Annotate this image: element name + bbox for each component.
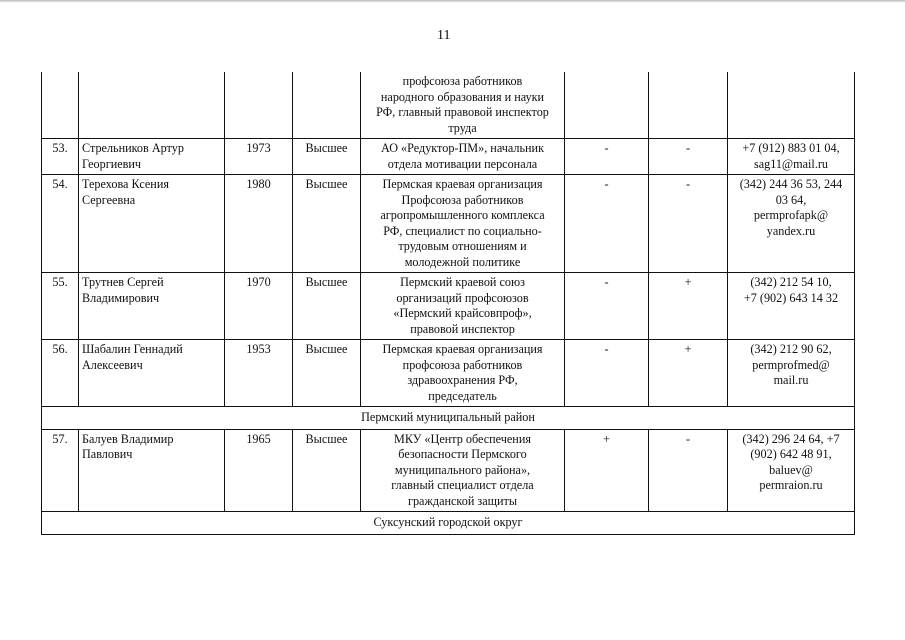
text-line: permprofapk@ [753, 208, 829, 222]
text-line: Павлович [82, 447, 133, 461]
mark-b: - [649, 175, 728, 273]
contact-info [728, 340, 855, 407]
text-line: РФ, главный правовой инспектор [376, 105, 549, 119]
text-line: РФ, специалист по социально- [383, 223, 542, 238]
text-line: «Пермский крайсовпроф», [393, 306, 532, 320]
contact-info [728, 139, 855, 175]
text-line: трудовым отношениям и [398, 239, 527, 253]
cell-year [225, 72, 293, 139]
text-line: АО «Редуктор-ПМ», начальник [381, 141, 544, 155]
text-line: (342) 244 36 53, 244 [739, 177, 843, 191]
text-line: permraion.ru [759, 478, 823, 492]
text-line: профсоюза работников [402, 74, 523, 88]
table-row [42, 139, 855, 175]
text-line: (342) 212 90 62, [750, 342, 832, 356]
mark-a: - [565, 340, 649, 407]
organization-position [361, 340, 565, 407]
table-row [42, 273, 855, 340]
cell-edu [293, 72, 361, 139]
education: Высшее [293, 273, 361, 340]
text-line: гражданской защиты [407, 493, 518, 508]
cell-name [79, 72, 225, 139]
birth-year: 1970 [225, 273, 293, 340]
row-number: 53. [42, 139, 79, 175]
text-line: sag11@mail.ru [753, 156, 829, 171]
section-row [42, 407, 855, 430]
personnel-table [41, 72, 855, 535]
mark-b: - [649, 429, 728, 512]
text-line: профсоюза работников [402, 357, 523, 372]
page-number: 11 [437, 28, 451, 43]
person-name [79, 175, 225, 273]
text-line: отдела мотивации персонала [387, 156, 538, 171]
text-line: baluev@ [769, 462, 813, 477]
education: Высшее [293, 139, 361, 175]
cell-a [565, 72, 649, 139]
text-line: 03 64, [775, 192, 807, 207]
table-row [42, 175, 855, 273]
birth-year: 1980 [225, 175, 293, 273]
education: Высшее [293, 429, 361, 512]
organization-position [361, 273, 565, 340]
birth-year: 1953 [225, 340, 293, 407]
continuation-row [42, 72, 855, 139]
text-line: правовой инспектор [410, 321, 515, 336]
text-line: безопасности Пермского [398, 447, 527, 461]
text-line: муниципального района», [394, 462, 531, 477]
mark-b: - [649, 139, 728, 175]
section-title: Суксунский городской округ [42, 512, 855, 535]
text-line: permprofmed@ [752, 357, 830, 372]
text-line: Трутнев Сергей [82, 275, 164, 289]
mark-a: - [565, 273, 649, 340]
text-line: Владимирович [82, 290, 160, 305]
mark-a: - [565, 175, 649, 273]
row-number: 56. [42, 340, 79, 407]
text-line: председатель [428, 388, 497, 403]
person-name [79, 273, 225, 340]
mark-b: + [649, 273, 728, 340]
text-line: +7 (912) 883 01 04, [742, 141, 840, 155]
text-line: Алексеевич [82, 357, 143, 372]
text-line: Профсоюза работников [401, 192, 524, 207]
contact-info [728, 429, 855, 512]
person-name [79, 340, 225, 407]
person-name [79, 139, 225, 175]
text-line: +7 (902) 643 14 32 [743, 290, 839, 305]
contact-info [728, 175, 855, 273]
organization-position [361, 429, 565, 512]
education: Высшее [293, 340, 361, 407]
text-line: Георгиевич [82, 156, 142, 171]
education: Высшее [293, 175, 361, 273]
text-line: (342) 212 54 10, [750, 275, 832, 289]
text-line: yandex.ru [766, 223, 816, 238]
contact-info [728, 273, 855, 340]
mark-a: - [565, 139, 649, 175]
mark-a: + [565, 429, 649, 512]
text-line: молодежной политике [404, 254, 521, 269]
text-line: Сергеевна [82, 192, 136, 207]
row-number: 55. [42, 273, 79, 340]
organization-position [361, 139, 565, 175]
person-name [79, 429, 225, 512]
text-line: агропромышленного комплекса [380, 208, 545, 222]
text-line: Пермский краевой союз [400, 275, 525, 289]
cell-org [361, 72, 565, 139]
organization-position [361, 175, 565, 273]
mark-b: + [649, 340, 728, 407]
birth-year: 1973 [225, 139, 293, 175]
cell-b [649, 72, 728, 139]
text-line: главный специалист отдела [391, 478, 534, 492]
text-line: организаций профсоюзов [396, 290, 529, 305]
table-row [42, 429, 855, 512]
text-line: Пермская краевая организация [382, 342, 543, 356]
row-number: 57. [42, 429, 79, 512]
section-title: Пермский муниципальный район [42, 407, 855, 430]
text-line: труда [448, 120, 477, 135]
scan-top-edge [0, 0, 905, 3]
cell-contact [728, 72, 855, 139]
text-line: здравоохранения РФ, [407, 373, 518, 387]
section-row [42, 512, 855, 535]
text-line: (342) 296 24 64, +7 [742, 431, 840, 446]
text-line: Стрельников Артур [82, 141, 184, 155]
text-line: Пермская краевая организация [382, 177, 543, 191]
text-line: МКУ «Центр обеспечения [394, 431, 531, 446]
text-line: Шабалин Геннадий [82, 342, 183, 356]
text-line: mail.ru [773, 373, 809, 387]
text-line: (902) 642 48 91, [750, 447, 832, 461]
row-number: 54. [42, 175, 79, 273]
table-row [42, 340, 855, 407]
text-line: Терехова Ксения [82, 177, 169, 191]
birth-year: 1965 [225, 429, 293, 512]
text-line: народного образования и науки [380, 89, 545, 104]
cell-num [42, 72, 79, 139]
text-line: Балуев Владимир [82, 431, 174, 446]
